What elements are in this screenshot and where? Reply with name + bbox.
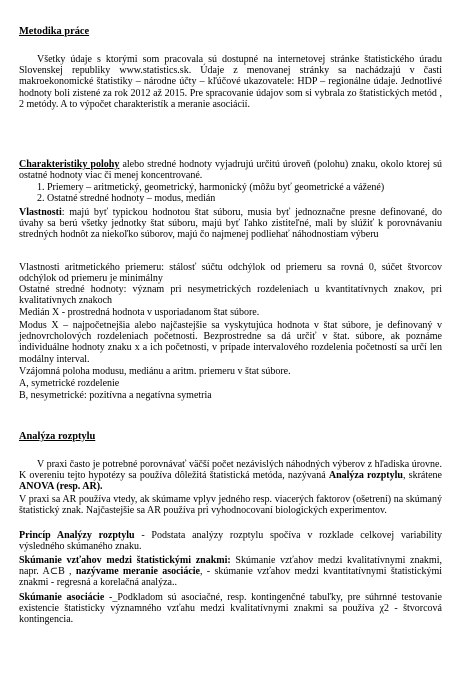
meranie-asociacie-term: nazývame meranie asociácie [75, 566, 200, 578]
skumanie-label: Skúmanie vzťahov medzi štatistickými znakmi: [19, 555, 231, 566]
anova-term: ANOVA [19, 481, 54, 493]
analyza-intro-mid: , skrátene [402, 470, 442, 482]
vzajomna-poloha-paragraph: Vzájomná poloha modusu, mediánu a aritm. priemeru v štat súbore. [19, 366, 291, 377]
analyza-intro-paragraph [19, 459, 442, 493]
charakteristiky-title: Charakteristiky polohy [19, 159, 120, 170]
skumanie-text-1: Skúmanie vzťahov medzi kvalitatívnymi znakmi, napr. A⊂B , [19, 555, 442, 578]
prax-paragraph: V praxi sa AR používa vtedy, ak skúmame vplyv jedného resp. viacerých faktorov (ošetrení) na skúmaný štatistický znak. Najčastejšie sa AR používa pri vyhodnocovaní biologických experimentov. [19, 494, 442, 517]
section-title-metodika: Metodika práce [19, 26, 90, 37]
charakteristiky-intro-text: alebo stredné hodnoty vyjadrujú určitú úroveň (polohu) znaku, okolo ktorej sú ostatné hodnoty viac či menej koncentrované. [19, 159, 443, 182]
ar-term: (resp. AR). [53, 481, 103, 493]
vlastnosti-label: Vlastnosti [19, 207, 62, 218]
princip-label: Princíp Analýzy rozptylu [19, 530, 135, 541]
priemery-list [19, 182, 442, 204]
asociacie-text: -_Podkladom sú asociačné, resp. kontingenčné tabuľky, pre súhrnné testovanie existencie štatisticky významného vzťahu medzi kvalitatívnymi znakmi sa používa χ2 - štvorcová kontingencia. [19, 592, 442, 626]
list-item: 1. Priemery – aritmetický, geometrický, harmonický (môžu byť geometrické a vážené) [47, 182, 442, 193]
vlastnosti-paragraph [19, 207, 442, 241]
vlastnosti-text: : majú byť typickou hodnotou štat súboru, musia byť jednoznačne presne definované, do úvahy sa berú všetky jednotky štat súboru, majú byť ľahko zistiteľné, mali by slúžiť k porovnávaniu stredných hodnôt za niekoľko súborov, majú čo najmenej podliehať náhodnostiam výberu [19, 207, 442, 241]
list-item: 2. Ostatné stredné hodnoty – modus, medián [47, 193, 442, 204]
metodika-paragraph: Všetky údaje s ktorými som pracovala sú dostupné na internetovej stránke štatistického úradu Slovenskej republiky www.statistics.sk. Údaje z menovanej stránky sa nachádzajú v časti makroekonomické štatistiky – národne účty – kľúčové ukazovatele: HDP – regionálne údaje. Jednotlivé hodnoty boli zistené za rok 2012 až 2015. Pre spracovanie údajov som si vybrala zo štatistických metód , 2 metódy. A to výpočet charakteristík a meranie asociácií. [19, 54, 442, 110]
skumanie-vztahov-paragraph [19, 555, 442, 589]
symetricke-paragraph: A, symetrické rozdelenie [19, 378, 120, 389]
ostatne-hodnoty-paragraph: Ostatné stredné hodnoty: význam pri nesymetrických rozdeleniach u kvantitatívnych znakov, pri kvalitatívnych znakoch [19, 284, 442, 307]
asociacie-paragraph [19, 592, 442, 626]
princip-text: - Podstata analýzy rozptylu spočíva v rozklade celkovej variability výsledného skúmaného znaku. [19, 530, 443, 553]
median-paragraph: Medián X - prostredná hodnota v usporiadanom štat súbore. [19, 307, 260, 318]
aritm-priemer-paragraph: Vlastnosti aritmetického priemeru: stálosť súčtu odchýlok od priemeru sa rovná 0, súčet štvorcov odchýlok od priemeru je minimálny [19, 262, 442, 285]
section-title-analyza: Analýza rozptylu [19, 431, 96, 442]
nesymetricke-paragraph: B, nesymetrické: pozitívna a negatívna symetria [19, 390, 212, 401]
skumanie-text-2: , - skúmanie vzťahov medzi kvantitatívnymi štatistickými znakmi - regresná a korelačná analýza.. [19, 566, 443, 589]
charakteristiky-intro [19, 159, 442, 181]
analyza-intro-text: V praxi často je potrebné porovnávať väčší počet nezávislých náhodných výberov z hľadiska úrovne. K overeniu tejto hypotézy sa používa dôležitá štatistická metóda, nazývaná [19, 459, 442, 482]
modus-paragraph: Modus X – najpočetnejšia alebo najčastejšie sa vyskytujúca hodnota v štat súbore, je definovaný v jednovrcholových rozdeleniach početnosti. Bezprostredne sa dá určiť v štat. súbore, ak poznáme individuálne hodnoty znaku x a ich početnosti, v prípade intervalového rozdelenia početností sa určí len modálny interval. [19, 320, 442, 365]
analyza-rozptylu-term: Analýza rozptylu [328, 470, 403, 482]
princip-paragraph [19, 530, 442, 552]
asociacie-label: Skúmanie asociácie [19, 592, 105, 603]
